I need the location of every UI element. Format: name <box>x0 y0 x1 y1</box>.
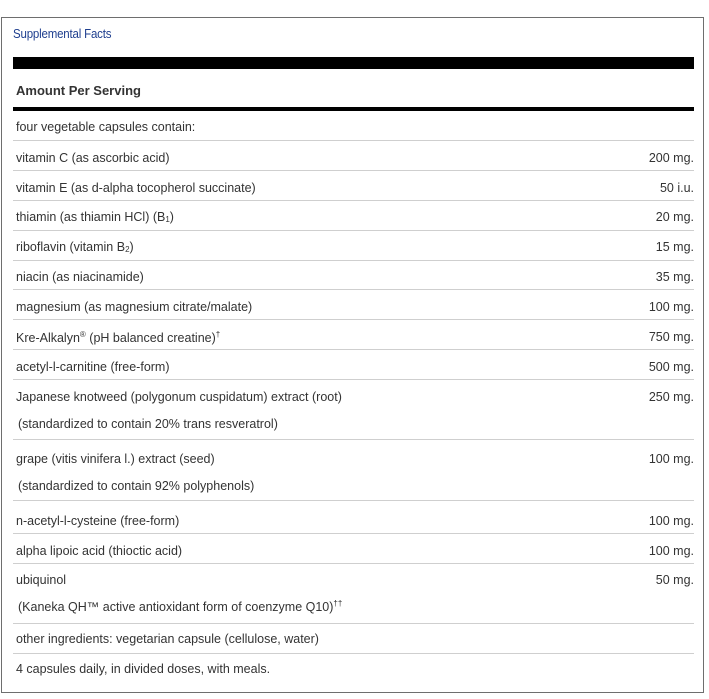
nutrient-name: vitamin E (as d-alpha tocopherol succinate) <box>16 181 256 195</box>
nutrient-amount: 200 mg. <box>648 151 694 165</box>
nutrient-name: alpha lipoic acid (thioctic acid) <box>16 544 183 558</box>
nutrient-amount: 50 i.u. <box>659 181 694 195</box>
directions-row <box>13 662 694 682</box>
nutrient-name: n-acetyl-l-cysteine (free-form) <box>16 514 180 528</box>
nutrient-amount: 35 mg. <box>655 270 694 284</box>
panel-title: Supplemental Facts <box>13 27 112 41</box>
intro-text: four vegetable capsules contain: <box>16 120 196 134</box>
nutrient-amount: 15 mg. <box>655 240 694 254</box>
other-ingredients-text: other ingredients: vegetarian capsule (cellulose, water) <box>16 632 319 646</box>
nutrient-name: riboflavin (vitamin $B_2$) <box>16 240 134 254</box>
nutrient-name: thiamin (as thiamin HCl) $(B_1)$ <box>16 210 174 224</box>
nutrient-amount: 100 mg. <box>648 452 694 466</box>
nutrient-row <box>13 270 694 290</box>
nutrient-row <box>13 390 694 440</box>
nutrient-row <box>13 452 694 501</box>
nutrient-amount: 50 mg. <box>655 573 694 587</box>
nutrient-row <box>13 300 694 320</box>
nutrient-amount: 750 mg. <box>648 330 694 344</box>
intro-row <box>13 120 694 141</box>
nutrient-row <box>13 360 694 380</box>
nutrient-name: niacin (as niacinamide) <box>16 270 144 284</box>
nutrient-name: acetyl-l-carnitine (free-form) <box>16 360 170 374</box>
nutrient-name: Japanese knotweed (polygonum cuspidatum) extract (root) <box>16 390 342 404</box>
nutrient-amount: 500 mg. <box>648 360 694 374</box>
nutrient-name: grape (vitis vinifera l.) extract (seed) <box>16 452 215 466</box>
nutrient-name: ubiquinol <box>16 573 67 587</box>
nutrient-name: vitamin C (as ascorbic acid) <box>16 151 170 165</box>
thick-divider <box>13 57 694 69</box>
nutrient-row <box>13 151 694 171</box>
nutrient-amount: 250 mg. <box>648 390 694 404</box>
nutrient-amount: 100 mg. <box>648 514 694 528</box>
nutrient-name: magnesium (as magnesium citrate/malate) <box>16 300 253 314</box>
directions-text: 4 capsules daily, in divided doses, with meals. <box>16 662 271 676</box>
nutrient-row <box>13 573 694 624</box>
nutrient-amount: 100 mg. <box>648 300 694 314</box>
other-ingredients-row <box>13 632 694 654</box>
nutrient-row <box>13 181 694 201</box>
nutrient-row <box>13 210 694 231</box>
nutrient-note: (standardized to contain 20% trans resveratrol) <box>18 417 278 431</box>
thin-divider <box>13 107 694 111</box>
nutrient-row <box>13 514 694 534</box>
nutrient-name: Kre-Alkalyn® (pH balanced creatine)† <box>16 330 221 346</box>
amount-per-serving-heading: Amount Per Serving <box>16 83 141 98</box>
nutrient-row <box>13 240 694 261</box>
nutrient-amount: 20 mg. <box>655 210 694 224</box>
nutrient-amount: 100 mg. <box>648 544 694 558</box>
nutrient-row <box>13 330 694 350</box>
nutrient-note: (Kaneka QH™ active antioxidant form of coenzyme Q10)†† <box>18 599 343 615</box>
nutrient-row <box>13 544 694 564</box>
nutrient-note: (standardized to contain 92% polyphenols) <box>18 479 255 493</box>
